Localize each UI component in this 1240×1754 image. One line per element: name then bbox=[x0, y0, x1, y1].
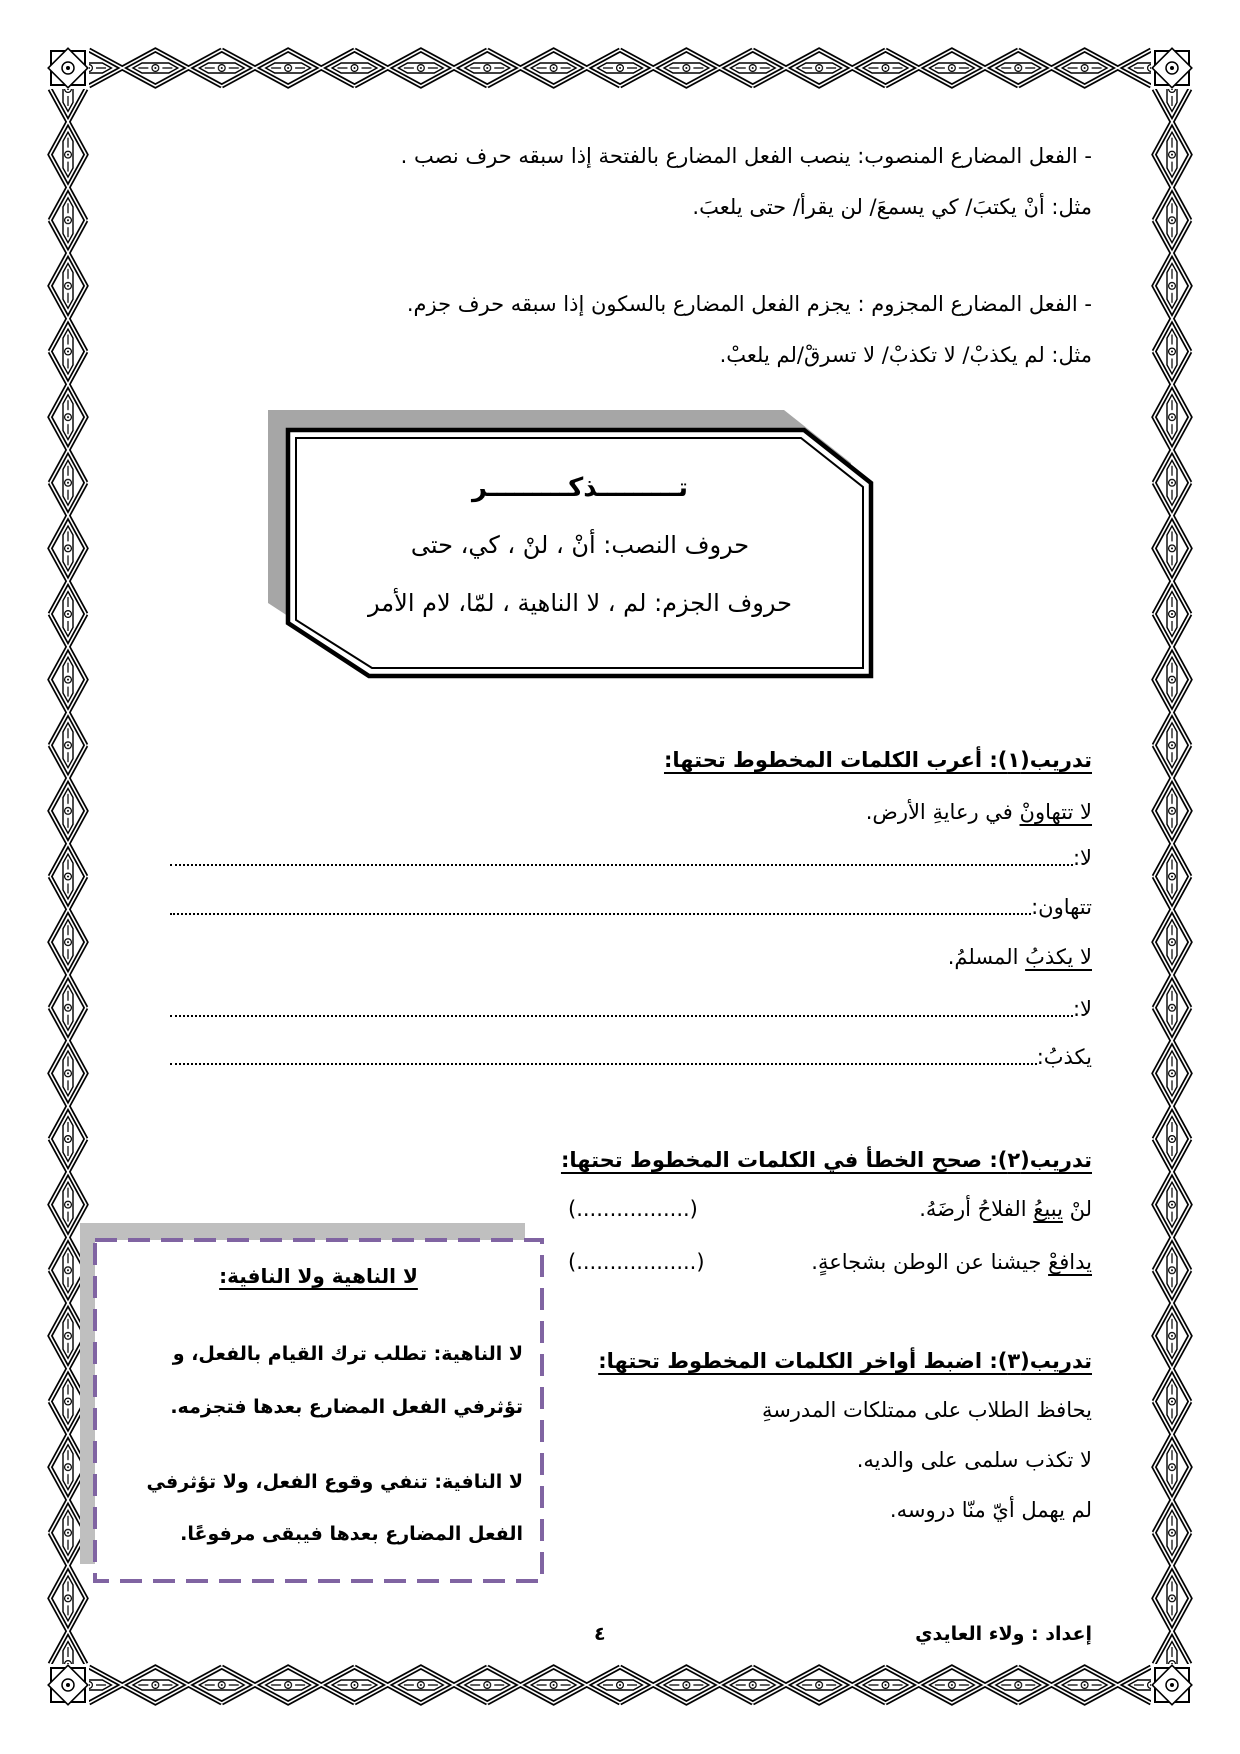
answer-row bbox=[170, 843, 1092, 873]
underlined-word: يبيعُ bbox=[1033, 1197, 1063, 1221]
frame-top-band bbox=[89, 47, 1151, 89]
dotted-answer-line bbox=[170, 864, 1073, 866]
answer-row bbox=[170, 892, 1092, 922]
note-line: لا الناهية: تطلب ترك القيام بالفعل، و bbox=[172, 1343, 523, 1365]
note-line: الفعل المضارع بعدها فيبقى مرفوعًا. bbox=[180, 1523, 523, 1545]
answer-label: تتهاون: bbox=[1031, 895, 1092, 919]
note-line: تؤثرفي الفعل المضارع بعدها فتجزمه. bbox=[170, 1396, 523, 1418]
answer-label: لا: bbox=[1072, 997, 1092, 1021]
underlined-words: لا يكذبُ bbox=[1025, 945, 1092, 969]
correction-blank: (.................) bbox=[568, 1197, 698, 1221]
frame-bottom-band bbox=[89, 1664, 1151, 1706]
answer-row bbox=[170, 994, 1092, 1024]
exercise1-sentence-1 bbox=[866, 797, 1092, 827]
nasb-letters: حروف النصب: أنْ ، لنْ ، كي، حتى bbox=[410, 531, 750, 559]
frame-corner-top-left bbox=[48, 48, 88, 88]
exercise3-sentence-3: لم يهمل أيّ منّا دروسه. bbox=[889, 1498, 1092, 1522]
dotted-answer-line bbox=[170, 913, 1031, 915]
exercise2-sentence-2 bbox=[811, 1247, 1092, 1277]
footer-author: إعداد : ولاء العايدي bbox=[915, 1623, 1092, 1645]
underlined-word: يدافعْ bbox=[1048, 1250, 1092, 1274]
jazm-letters: حروف الجزم: لم ، لا الناهية ، لمّا، لام الأمر bbox=[368, 589, 792, 617]
underlined-words: لا تتهاونْ bbox=[1019, 800, 1092, 824]
sentence-rest: في رعايةِ الأرض. bbox=[865, 800, 1020, 824]
frame-corner-top-right bbox=[1152, 48, 1192, 88]
exercise3-heading: تدريب(٣): اضبط أواخر الكلمات المخطوط تحتها: bbox=[598, 1349, 1092, 1373]
page-number: ٤ bbox=[594, 1623, 606, 1645]
frame-right-band bbox=[1151, 89, 1193, 1664]
mansoub-example: مثل: أنْ يكتبَ/ كي يسمعَ/ لن يقرأ/ حتى يلعبَ. bbox=[692, 195, 1092, 219]
exercise2-sentence-1 bbox=[919, 1194, 1092, 1224]
frame-corner-bottom-right bbox=[1152, 1665, 1192, 1705]
exercise3-sentence-2: لا تكذب سلمى على والديه. bbox=[856, 1448, 1092, 1472]
mansoub-rule: - الفعل المضارع المنصوب: ينصب الفعل المضارع بالفتحة إذا سبقه حرف نصب . bbox=[400, 144, 1092, 168]
majzoum-rule: - الفعل المضارع المجزوم : يجزم الفعل المضارع بالسكون إذا سبقه حرف جزم. bbox=[406, 292, 1092, 316]
answer-row bbox=[170, 1042, 1092, 1072]
note-line: لا النافية: تنفي وقوع الفعل، ولا تؤثرفي bbox=[146, 1471, 523, 1493]
exercise3-sentence-1: يحافظ الطلاب على ممتلكات المدرسةِ bbox=[761, 1398, 1092, 1422]
dotted-answer-line bbox=[170, 1063, 1037, 1065]
answer-label: يكذبُ: bbox=[1036, 1045, 1092, 1069]
dotted-answer-line bbox=[170, 1015, 1073, 1017]
correction-blank: (..................) bbox=[568, 1250, 705, 1274]
answer-label: لا: bbox=[1072, 846, 1092, 870]
exercise1-sentence-2 bbox=[948, 942, 1092, 972]
frame-corner-bottom-left bbox=[48, 1665, 88, 1705]
remember-title: تـــــــــذكـــــــــر bbox=[471, 473, 689, 503]
sentence-before: لنْ bbox=[1062, 1197, 1092, 1221]
note-title: لا الناهية ولا النافية: bbox=[219, 1264, 418, 1288]
exercise2-heading: تدريب(٢): صحح الخطأ في الكلمات المخطوط تحتها: bbox=[560, 1148, 1092, 1172]
exercise1-heading: تدريب(١): أعرب الكلمات المخطوط تحتها: bbox=[663, 748, 1092, 772]
majzoum-example: مثل: لم يكذبْ/ لا تكذبْ/ لا تسرقْ/لم يلعبْ. bbox=[719, 343, 1092, 367]
sentence-after: الفلاحُ أرضَهُ. bbox=[919, 1197, 1034, 1221]
sentence-after: جيشنا عن الوطن بشجاعةٍ. bbox=[811, 1250, 1049, 1274]
sentence-rest: المسلمُ. bbox=[947, 945, 1026, 969]
